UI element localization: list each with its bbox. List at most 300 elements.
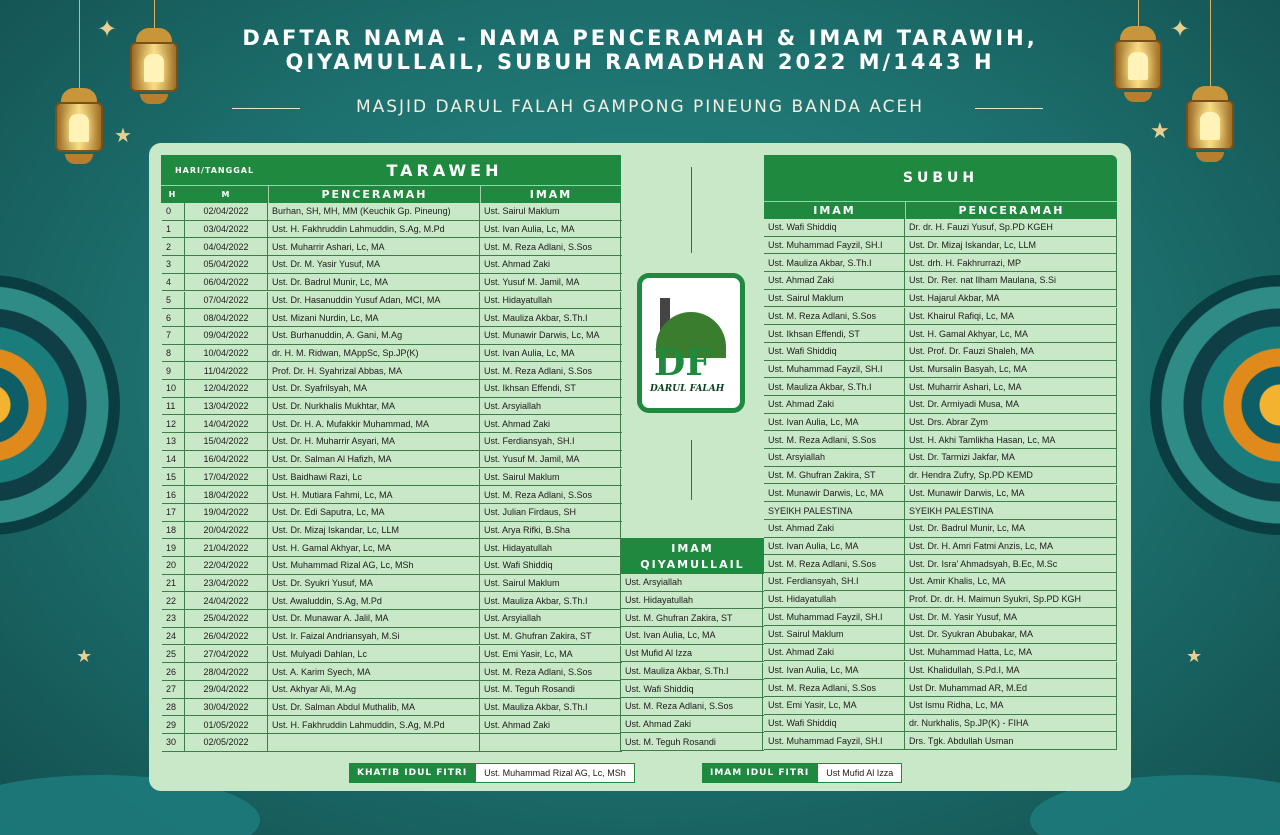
table-row [621, 627, 764, 645]
table-row [764, 431, 1117, 449]
subuh-imam-cell: Ust. Wafi Shiddiq [764, 343, 905, 360]
table-row [162, 292, 622, 310]
qiyamullail-imam-cell: Ust. Arsyiallah [621, 574, 763, 591]
subuh-imam-cell: Ust. Ahmad Zaki [764, 396, 905, 413]
table-row [162, 486, 622, 504]
subuh-imam-cell: Ust. Muhammad Fayzil, SH.I [764, 732, 905, 749]
subuh-imam-cell: Ust. Sairul Maklum [764, 626, 905, 643]
tanggal-cell: 12/04/2022 [185, 380, 268, 397]
subuh-header: SUBUH [764, 155, 1117, 201]
table-row [162, 699, 622, 717]
imam-cell: Ust. Emi Yasir, Lc, MA [480, 646, 621, 663]
subuh-table [764, 155, 1117, 760]
qiyamullail-title: IMAM QIYAMULLAIL [640, 542, 745, 571]
hari-cell: 15 [162, 469, 185, 486]
star-icon: ★ [1186, 646, 1203, 666]
penceramah-cell: Ust. Dr. Syafrilsyah, MA [268, 380, 480, 397]
hari-cell: 12 [162, 415, 185, 432]
hari-cell: 23 [162, 610, 185, 627]
hari-cell: 29 [162, 716, 185, 733]
subuh-penceramah-cell: Ust. Dr. Rer. nat Ilham Maulana, S.Si [905, 272, 1117, 289]
table-row [162, 415, 622, 433]
table-row [764, 538, 1117, 556]
title-line-1: DAFTAR NAMA - NAMA PENCERAMAH & IMAM TARAWIH, [242, 26, 1038, 50]
subuh-imam-cell: Ust. Hidayatullah [764, 591, 905, 608]
tanggal-cell: 17/04/2022 [185, 469, 268, 486]
table-row [764, 485, 1117, 503]
penceramah-cell: Ust. Dr. Hasanuddin Yusuf Adan, MCI, MA [268, 292, 480, 309]
subuh-imam-cell: Ust. Mauliza Akbar, S.Th.I [764, 378, 905, 395]
subuh-penceramah-cell: Ust. Prof. Dr. Fauzi Shaleh, MA [905, 343, 1117, 360]
tanggal-cell: 09/04/2022 [185, 327, 268, 344]
tanggal-cell: 25/04/2022 [185, 610, 268, 627]
table-row [162, 504, 622, 522]
penceramah-cell: Ust. H. Fakhruddin Lahmuddin, S.Ag, M.Pd [268, 221, 480, 238]
right-mandala-ornament [1150, 275, 1280, 535]
table-row [621, 716, 764, 734]
logo-name: DARUL FALAH [650, 384, 725, 394]
table-row [764, 449, 1117, 467]
star-icon: ✦ [97, 16, 118, 43]
star-icon: ✦ [1170, 16, 1191, 43]
subuh-imam-cell: Ust. M. Ghufran Zakira, ST [764, 467, 905, 484]
table-row [162, 522, 622, 540]
subuh-imam-cell: Ust. Ivan Aulia, Lc, MA [764, 662, 905, 679]
imam-cell: Ust. M. Ghufran Zakira, ST [480, 628, 621, 645]
penceramah-cell: Ust. Burhanuddin, A. Gani, M.Ag [268, 327, 480, 344]
subuh-penceramah-header: PENCERAMAH [905, 201, 1117, 219]
penceramah-cell: Ust. Dr. Mizaj Iskandar, Lc, LLM [268, 522, 480, 539]
tanggal-cell: 18/04/2022 [185, 486, 268, 503]
penceramah-cell: Ust. Dr. Badrul Munir, Lc, MA [268, 274, 480, 291]
table-row [621, 680, 764, 698]
tanggal-cell: 02/04/2022 [185, 203, 268, 220]
table-row [162, 327, 622, 345]
hari-cell: 8 [162, 345, 185, 362]
table-row [162, 628, 622, 646]
imam-cell [480, 734, 621, 751]
subuh-imam-cell: Ust. Wafi Shiddiq [764, 219, 905, 236]
table-row [162, 663, 622, 681]
tanggal-cell: 07/04/2022 [185, 292, 268, 309]
subuh-imam-cell: Ust. Muhammad Fayzil, SH.I [764, 361, 905, 378]
hari-tanggal-header: HARI/TANGGAL [161, 155, 268, 185]
imam-cell: Ust. Arsyiallah [480, 398, 621, 415]
table-row [764, 325, 1117, 343]
subuh-penceramah-cell: Ust. Dr. Tarmizi Jakfar, MA [905, 449, 1117, 466]
subuh-imam-cell: Ust. Sairul Maklum [764, 290, 905, 307]
imam-idul-fitri-value: Ust Mufid Al Izza [817, 763, 902, 783]
hari-cell: 5 [162, 292, 185, 309]
page-subtitle: MASJID DARUL FALAH GAMPONG PINEUNG BANDA ACEH [0, 97, 1280, 117]
subuh-penceramah-cell: dr. Hendra Zufry, Sp.PD KEMD [905, 467, 1117, 484]
table-row [764, 219, 1117, 237]
star-icon: ★ [114, 125, 132, 147]
subuh-imam-cell: Ust. M. Reza Adlani, S.Sos [764, 555, 905, 572]
subuh-penceramah-cell: Ust. Khairul Rafiqi, Lc, MA [905, 308, 1117, 325]
imam-cell: Ust. Ivan Aulia, Lc, MA [480, 345, 621, 362]
subuh-penceramah-cell: dr. Nurkhalis, Sp.JP(K) - FIHA [905, 715, 1117, 732]
penceramah-cell: Ust. H. Mutiara Fahmi, Lc, MA [268, 486, 480, 503]
imam-cell: Ust. Hidayatullah [480, 292, 621, 309]
hari-cell: 26 [162, 663, 185, 680]
imam-cell: Ust. M. Reza Adlani, S.Sos [480, 486, 621, 503]
table-row [162, 716, 622, 734]
imam-cell: Ust. Munawir Darwis, Lc, MA [480, 327, 621, 344]
table-row [162, 238, 622, 256]
qiyamullail-imam-cell: Ust. M. Reza Adlani, S.Sos [621, 698, 763, 715]
table-row [162, 274, 622, 292]
divider [691, 167, 692, 253]
star-icon: ★ [76, 646, 93, 666]
qiyamullail-imam-cell: Ust Mufid Al Izza [621, 645, 763, 662]
subuh-imam-cell: Ust. M. Reza Adlani, S.Sos [764, 308, 905, 325]
imam-cell: Ust. Ahmad Zaki [480, 256, 621, 273]
qiyamullail-imam-cell: Ust. M. Teguh Rosandi [621, 733, 763, 750]
subuh-penceramah-cell: Ust. Amir Khalis, Lc, MA [905, 573, 1117, 590]
hari-cell: 21 [162, 575, 185, 592]
tanggal-cell: 27/04/2022 [185, 646, 268, 663]
tanggal-cell: 14/04/2022 [185, 415, 268, 432]
title-line-2: QIYAMULLAIL, SUBUH RAMADHAN 2022 M/1443 H [285, 50, 995, 74]
table-row [764, 608, 1117, 626]
subuh-imam-cell: Ust. Emi Yasir, Lc, MA [764, 697, 905, 714]
hari-cell: 14 [162, 451, 185, 468]
table-row [764, 361, 1117, 379]
table-row [764, 237, 1117, 255]
table-row [621, 592, 764, 610]
center-column [621, 155, 764, 760]
subuh-imam-cell: Ust. Muhammad Fayzil, SH.I [764, 608, 905, 625]
penceramah-cell: Ust. Dr. Nurkhalis Mukhtar, MA [268, 398, 480, 415]
hari-cell: 28 [162, 699, 185, 716]
imam-idul-fitri [702, 763, 902, 783]
hari-cell: 3 [162, 256, 185, 273]
table-row [621, 574, 764, 592]
tanggal-cell: 23/04/2022 [185, 575, 268, 592]
hari-cell: 10 [162, 380, 185, 397]
imam-cell: Ust. Ferdiansyah, SH.I [480, 433, 621, 450]
penceramah-cell: Ust. Akhyar Ali, M.Ag [268, 681, 480, 698]
penceramah-cell: Prof. Dr. H. Syahrizal Abbas, MA [268, 362, 480, 379]
divider [691, 440, 692, 500]
hari-cell: 2 [162, 238, 185, 255]
subuh-imam-cell: Ust. Ahmad Zaki [764, 272, 905, 289]
hari-cell: 17 [162, 504, 185, 521]
subuh-imam-cell: Ust. Ahmad Zaki [764, 520, 905, 537]
tanggal-cell: 08/04/2022 [185, 309, 268, 326]
subuh-penceramah-cell: Drs. Tgk. Abdullah Usman [905, 732, 1117, 749]
table-row [162, 557, 622, 575]
tanggal-cell: 03/04/2022 [185, 221, 268, 238]
table-row [764, 272, 1117, 290]
table-row [162, 539, 622, 557]
subuh-imam-cell: SYEIKH PALESTINA [764, 502, 905, 519]
table-row [621, 698, 764, 716]
penceramah-cell: Ust. Awaluddin, S.Ag, M.Pd [268, 592, 480, 609]
tanggal-cell: 26/04/2022 [185, 628, 268, 645]
qiyamullail-imam-cell: Ust. Hidayatullah [621, 592, 763, 609]
imam-cell: Ust. M. Teguh Rosandi [480, 681, 621, 698]
subuh-penceramah-cell: Ust Ismu Ridha, Lc, MA [905, 697, 1117, 714]
subuh-penceramah-cell: Ust. Dr. Armiyadi Musa, MA [905, 396, 1117, 413]
qiyamullail-imam-cell: Ust. M. Ghufran Zakira, ST [621, 609, 763, 626]
subuh-penceramah-cell: Ust. H. Akhi Tamlikha Hasan, Lc, MA [905, 431, 1117, 448]
subuh-penceramah-cell: Ust. drh. H. Fakhrurrazi, MP [905, 254, 1117, 271]
tanggal-cell: 21/04/2022 [185, 539, 268, 556]
imam-cell: Ust. Ahmad Zaki [480, 415, 621, 432]
qiyamullail-imam-cell: Ust. Ivan Aulia, Lc, MA [621, 627, 763, 644]
hari-cell: 9 [162, 362, 185, 379]
subuh-imam-cell: Ust. Wafi Shiddiq [764, 715, 905, 732]
taraweh-imam-header: IMAM [480, 185, 621, 203]
penceramah-cell: Ust. Muhammad Rizal AG, Lc, MSh [268, 557, 480, 574]
table-row [162, 221, 622, 239]
subuh-imam-header: IMAM [764, 201, 905, 219]
subuh-penceramah-cell: Ust. Muharrir Ashari, Lc, MA [905, 378, 1117, 395]
table-row [764, 555, 1117, 573]
subuh-penceramah-cell: Dr. dr. H. Fauzi Yusuf, Sp.PD KGEH [905, 219, 1117, 236]
subuh-penceramah-cell: Ust. Hajarul Akbar, MA [905, 290, 1117, 307]
table-row [764, 644, 1117, 662]
subuh-penceramah-cell: Prof. Dr. dr. H. Maimun Syukri, Sp.PD KGH [905, 591, 1117, 608]
table-row [764, 254, 1117, 272]
subuh-imam-cell: Ust. Ivan Aulia, Lc, MA [764, 538, 905, 555]
penceramah-cell: Ust. Dr. Salman Abdul Muthalib, MA [268, 699, 480, 716]
taraweh-header: TARAWEH [268, 155, 621, 185]
tanggal-cell: 28/04/2022 [185, 663, 268, 680]
table-row [764, 467, 1117, 485]
table-row [162, 398, 622, 416]
table-row [162, 734, 622, 752]
table-row [764, 502, 1117, 520]
imam-cell: Ust. Ikhsan Effendi, ST [480, 380, 621, 397]
left-mandala-ornament [0, 275, 120, 535]
table-row [764, 520, 1117, 538]
tanggal-cell: 15/04/2022 [185, 433, 268, 450]
khatib-label: KHATIB IDUL FITRI [349, 763, 475, 783]
tanggal-cell: 11/04/2022 [185, 362, 268, 379]
table-row [162, 592, 622, 610]
tanggal-cell: 16/04/2022 [185, 451, 268, 468]
imam-cell: Ust. Ivan Aulia, Lc, MA [480, 221, 621, 238]
taraweh-penceramah-header: PENCERAMAH [268, 185, 480, 203]
hari-cell: 30 [162, 734, 185, 751]
h-header: H [161, 185, 185, 203]
table-row [764, 697, 1117, 715]
subuh-penceramah-cell: Ust. Dr. Isra' Ahmadsyah, B.Ec, M.Sc [905, 555, 1117, 572]
table-row [764, 378, 1117, 396]
imam-cell: Ust. M. Reza Adlani, S.Sos [480, 362, 621, 379]
penceramah-cell: dr. H. M. Ridwan, MAppSc, Sp.JP(K) [268, 345, 480, 362]
table-row [764, 732, 1117, 750]
subuh-imam-cell: Ust. Mauliza Akbar, S.Th.I [764, 254, 905, 271]
star-icon: ★ [1150, 118, 1170, 143]
table-row [764, 591, 1117, 609]
subuh-penceramah-cell: Ust. Muhammad Hatta, Lc, MA [905, 644, 1117, 661]
schedule-panel [149, 143, 1131, 791]
tanggal-cell: 19/04/2022 [185, 504, 268, 521]
imam-cell: Ust. Sairul Maklum [480, 575, 621, 592]
penceramah-cell: Burhan, SH, MH, MM (Keuchik Gp. Pineung) [268, 203, 480, 220]
subuh-penceramah-cell: Ust. Dr. Syukran Abubakar, MA [905, 626, 1117, 643]
penceramah-cell: Ust. Dr. H. A. Mufakkir Muhammad, MA [268, 415, 480, 432]
hari-cell: 16 [162, 486, 185, 503]
imam-cell: Ust. Wafi Shiddiq [480, 557, 621, 574]
table-row [764, 290, 1117, 308]
penceramah-cell: Ust. Dr. M. Yasir Yusuf, MA [268, 256, 480, 273]
imam-cell: Ust. Arya Rifki, B.Sha [480, 522, 621, 539]
subuh-penceramah-cell: Ust. Khalidullah, S.Pd.I, MA [905, 662, 1117, 679]
penceramah-cell: Ust. A. Karim Syech, MA [268, 663, 480, 680]
table-row [162, 433, 622, 451]
logo-letters: DF [654, 342, 711, 384]
penceramah-cell: Ust. Dr. H. Muharrir Asyari, MA [268, 433, 480, 450]
table-row [621, 663, 764, 681]
imam-cell: Ust. Sairul Maklum [480, 203, 621, 220]
table-row [162, 610, 622, 628]
subuh-imam-cell: Ust. M. Reza Adlani, S.Sos [764, 679, 905, 696]
subuh-imam-cell: Ust. Muhammad Fayzil, SH.I [764, 237, 905, 254]
table-row [764, 715, 1117, 733]
table-row [162, 256, 622, 274]
tanggal-cell: 01/05/2022 [185, 716, 268, 733]
penceramah-cell: Ust. H. Gamal Akhyar, Lc, MA [268, 539, 480, 556]
table-row [764, 343, 1117, 361]
table-row [162, 575, 622, 593]
m-header: M [185, 185, 268, 203]
table-row [162, 469, 622, 487]
penceramah-cell: Ust. Dr. Munawar A. Jalil, MA [268, 610, 480, 627]
table-row [621, 733, 764, 751]
schedule-grid [161, 155, 1117, 760]
tanggal-cell: 02/05/2022 [185, 734, 268, 751]
tanggal-cell: 04/04/2022 [185, 238, 268, 255]
qiyamullail-imam-cell: Ust. Mauliza Akbar, S.Th.I [621, 663, 763, 680]
tanggal-cell: 22/04/2022 [185, 557, 268, 574]
imam-cell: Ust. Julian Firdaus, SH [480, 504, 621, 521]
table-row [764, 573, 1117, 591]
tanggal-cell: 13/04/2022 [185, 398, 268, 415]
imam-cell: Ust. Yusuf M. Jamil, MA [480, 274, 621, 291]
qiyamullail-imam-cell: Ust. Ahmad Zaki [621, 716, 763, 733]
hari-cell: 7 [162, 327, 185, 344]
hari-cell: 4 [162, 274, 185, 291]
hari-cell: 18 [162, 522, 185, 539]
qiyamullail-imam-cell: Ust. Wafi Shiddiq [621, 680, 763, 697]
subuh-penceramah-cell: Ust Dr. Muhammad AR, M.Ed [905, 679, 1117, 696]
imam-cell: Ust. M. Reza Adlani, S.Sos [480, 663, 621, 680]
penceramah-cell: Ust. Mulyadi Dahlan, Lc [268, 646, 480, 663]
page-title [0, 26, 1280, 74]
tanggal-cell: 06/04/2022 [185, 274, 268, 291]
qiyamullail-header [621, 538, 764, 574]
subuh-penceramah-cell: Ust. Munawir Darwis, Lc, MA [905, 485, 1117, 502]
taraweh-table [161, 155, 621, 760]
subuh-imam-cell: Ust. M. Reza Adlani, S.Sos [764, 431, 905, 448]
subuh-penceramah-cell: Ust. Dr. Badrul Munir, Lc, MA [905, 520, 1117, 537]
khatib-idul-fitri [349, 763, 635, 783]
penceramah-cell: Ust. Muharrir Ashari, Lc, MA [268, 238, 480, 255]
hari-cell: 27 [162, 681, 185, 698]
table-row [621, 645, 764, 663]
subuh-penceramah-cell: Ust. H. Gamal Akhyar, Lc, MA [905, 325, 1117, 342]
imam-cell: Ust. M. Reza Adlani, S.Sos [480, 238, 621, 255]
subuh-imam-cell: Ust. Munawir Darwis, Lc, MA [764, 485, 905, 502]
table-row [764, 414, 1117, 432]
hari-cell: 20 [162, 557, 185, 574]
subuh-penceramah-cell: Ust. Mursalin Basyah, Lc, MA [905, 361, 1117, 378]
imam-cell: Ust. Arsyiallah [480, 610, 621, 627]
subuh-penceramah-cell: Ust. Dr. H. Amri Fatmi Anzis, Lc, MA [905, 538, 1117, 555]
table-row [764, 396, 1117, 414]
tanggal-cell: 10/04/2022 [185, 345, 268, 362]
table-row [162, 345, 622, 363]
imam-cell: Ust. Sairul Maklum [480, 469, 621, 486]
subuh-penceramah-cell: Ust. Drs. Abrar Zym [905, 414, 1117, 431]
imam-cell: Ust. Mauliza Akbar, S.Th.I [480, 699, 621, 716]
hari-cell: 19 [162, 539, 185, 556]
hari-cell: 1 [162, 221, 185, 238]
penceramah-cell: Ust. Ir. Faizal Andriansyah, M.Si [268, 628, 480, 645]
penceramah-cell: Ust. Mizani Nurdin, Lc, MA [268, 309, 480, 326]
imam-cell: Ust. Yusuf M. Jamil, MA [480, 451, 621, 468]
table-row [162, 646, 622, 664]
table-row [764, 308, 1117, 326]
hari-cell: 24 [162, 628, 185, 645]
tanggal-cell: 30/04/2022 [185, 699, 268, 716]
table-row [162, 203, 622, 221]
subuh-penceramah-cell: Ust. Dr. Mizaj Iskandar, Lc, LLM [905, 237, 1117, 254]
subuh-imam-cell: Ust. Ikhsan Effendi, ST [764, 325, 905, 342]
table-row [162, 380, 622, 398]
subuh-imam-cell: Ust. Ferdiansyah, SH.I [764, 573, 905, 590]
tanggal-cell: 24/04/2022 [185, 592, 268, 609]
tanggal-cell: 29/04/2022 [185, 681, 268, 698]
tanggal-cell: 05/04/2022 [185, 256, 268, 273]
hari-cell: 13 [162, 433, 185, 450]
subuh-imam-cell: Ust. Arsyiallah [764, 449, 905, 466]
hari-cell: 22 [162, 592, 185, 609]
imam-cell: Ust. Mauliza Akbar, S.Th.I [480, 309, 621, 326]
table-row [162, 362, 622, 380]
imam-idul-fitri-label: IMAM IDUL FITRI [702, 763, 817, 783]
table-row [621, 609, 764, 627]
subuh-imam-cell: Ust. Ivan Aulia, Lc, MA [764, 414, 905, 431]
hari-cell: 0 [162, 203, 185, 220]
tanggal-cell: 20/04/2022 [185, 522, 268, 539]
table-row [162, 309, 622, 327]
subuh-imam-cell: Ust. Ahmad Zaki [764, 644, 905, 661]
subuh-penceramah-cell: SYEIKH PALESTINA [905, 502, 1117, 519]
table-row [764, 679, 1117, 697]
penceramah-cell: Ust. Dr. Salman Al Hafizh, MA [268, 451, 480, 468]
table-row [764, 662, 1117, 680]
table-row [162, 451, 622, 469]
penceramah-cell [268, 734, 480, 751]
hari-cell: 11 [162, 398, 185, 415]
penceramah-cell: Ust. H. Fakhruddin Lahmuddin, S.Ag, M.Pd [268, 716, 480, 733]
imam-cell: Ust. Hidayatullah [480, 539, 621, 556]
table-row [764, 626, 1117, 644]
imam-cell: Ust. Mauliza Akbar, S.Th.I [480, 592, 621, 609]
subuh-penceramah-cell: Ust. Dr. M. Yasir Yusuf, MA [905, 608, 1117, 625]
penceramah-cell: Ust. Dr. Edi Saputra, Lc, MA [268, 504, 480, 521]
penceramah-cell: Ust. Dr. Syukri Yusuf, MA [268, 575, 480, 592]
khatib-value: Ust. Muhammad Rizal AG, Lc, MSh [475, 763, 635, 783]
hari-cell: 6 [162, 309, 185, 326]
imam-cell: Ust. Ahmad Zaki [480, 716, 621, 733]
